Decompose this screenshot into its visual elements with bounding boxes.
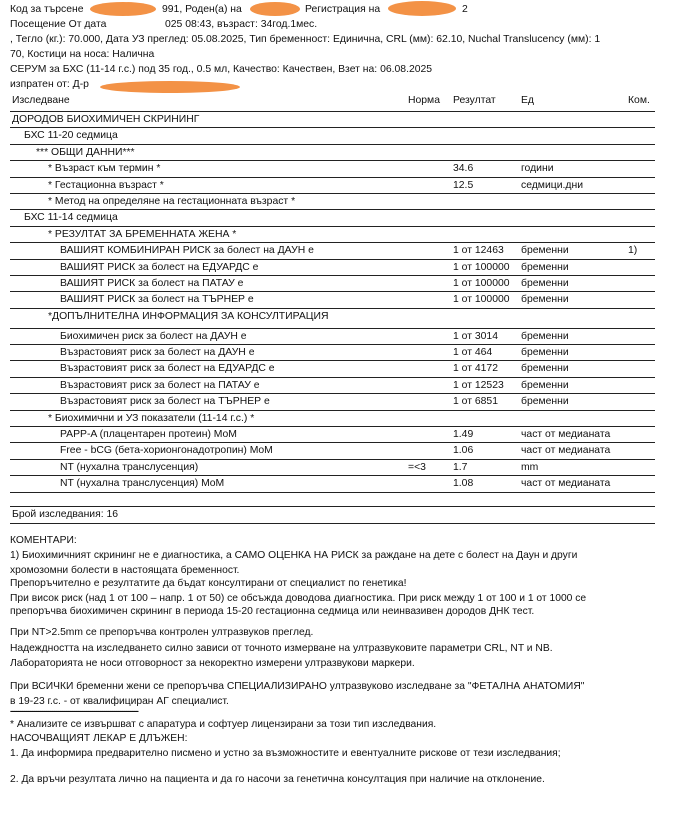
comment-line: * Анализите се извършват с апаратура и софтуер лицензирани за този тип изследвания. [10, 719, 437, 730]
sample-info: СЕРУМ за БХС (11-14 г.с.) под 35 год., 0.5 мл, Качество: Качествен, Взет на: 06.08.2025 [10, 64, 433, 75]
table-row [10, 111, 655, 127]
row-result: 1 от 100000 [453, 261, 510, 273]
table-row [10, 291, 655, 307]
row-result: 1.7 [453, 461, 468, 473]
row-unit: години [521, 163, 554, 175]
row-name: ВАШИЯТ РИСК за болест на ТЪРНЕР е [60, 294, 254, 306]
row-name: * Възраст към термин * [48, 163, 161, 175]
registration: Регистрация на [305, 4, 381, 15]
table-row [10, 209, 655, 225]
birth-date: 991, Роден(а) на [162, 4, 242, 15]
col-result: Резултат [453, 95, 496, 106]
comment-line: При висок риск (над 1 от 100 – напр. 1 от 50) се обсъжда доводова диагностика. При риск между 1 от 100 и 1 от 1000 се [10, 593, 587, 604]
row-name: ВАШИЯТ РИСК за болест на ПАТАУ е [60, 277, 244, 289]
row-name: * Биохимични и УЗ показатели (11-14 г.с.) * [48, 412, 255, 424]
row-result: 1 от 100000 [453, 277, 510, 289]
table-row [10, 177, 655, 193]
row-result: 1 от 100000 [453, 294, 510, 306]
comment-line: хромозомни болести в настоящата бременност. [10, 565, 240, 576]
row-name: PAPP-A (плацентарен протеин) MoM [60, 429, 237, 441]
table-row [10, 275, 655, 291]
comment-line: ---------------------------------------------------------------- [10, 706, 138, 716]
exam-params-cont: 70, Костици на носа: Налична [10, 49, 155, 60]
table-row [10, 328, 655, 344]
comments-title: КОМЕНТАРИ: [10, 535, 77, 546]
row-name: * Гестационна възраст * [48, 179, 164, 191]
row-result: 1.08 [453, 478, 474, 490]
row-result: 1 от 6851 [453, 396, 498, 408]
row-result: 12.5 [453, 179, 474, 191]
row-name: Възрастовият риск за болест на ПАТАУ е [60, 379, 260, 391]
col-comment: Ком. [628, 95, 650, 106]
comment-line: 1) Биохимичният скрининг не е диагностика, а САМО ОЦЕНКА НА РИСК за раждане на дете с болест на Даун и други [10, 550, 578, 561]
table-row [10, 127, 655, 143]
row-comment: 1) [628, 245, 638, 257]
col-norm: Норма [408, 95, 440, 106]
search-code: Код за търсене [10, 4, 84, 15]
row-unit: mm [521, 461, 539, 473]
row-norm: =<3 [408, 461, 426, 473]
row-name: *ДОПЪЛНИТЕЛНА ИНФОРМАЦИЯ ЗА КОНСУЛТИРАЦИЯ [48, 310, 329, 322]
table-row [10, 393, 655, 409]
row-unit: бременни [521, 277, 569, 289]
row-name: БХС 11-14 седмица [24, 212, 118, 224]
row-name: NT (нухална транслусенция) [60, 461, 199, 473]
table-row [10, 226, 655, 242]
results-table [10, 111, 655, 524]
comment-line: в 19-23 г.с. - от квалифициран АГ специалист. [10, 696, 229, 707]
row-result: 1 от 4172 [453, 363, 498, 375]
table-row [10, 377, 655, 393]
visit-age: 025 08:43, възраст: 34год.1мес. [165, 19, 318, 30]
row-name: Free - bCG (бета-хорионгонадотропин) MoM [60, 445, 273, 457]
col-unit: Ед [521, 95, 534, 106]
row-name: ВАШИЯТ РИСК за болест на ЕДУАРДС е [60, 261, 259, 273]
table-row [10, 308, 655, 328]
comment-line: 1. Да информира предварително писмено и устно за възможностите и евентуалните рискове от тези изследвания; [10, 748, 561, 759]
comment-line: 2. Да връчи резултата лично на пациента и да го насочи за генетична консултация при наличие на отклонение. [10, 774, 545, 785]
table-row [10, 144, 655, 160]
table-row [10, 193, 655, 209]
table-row [10, 259, 655, 275]
comment-line: Препоръчително е резултатите да бъдат консултирани от специалист по генетика! [10, 578, 407, 589]
row-name: БХС 11-20 седмица [24, 130, 118, 142]
row-unit: бременни [521, 261, 569, 273]
table-row [10, 160, 655, 176]
row-unit: бременни [521, 245, 569, 257]
referred-by: изпратен от: Д-р [10, 79, 89, 90]
table-row [10, 426, 655, 442]
table-row [10, 360, 655, 376]
redaction [100, 81, 240, 93]
comment-line: препоръчва биохимичен скрининг в периода 15-20 гестационна седмица или неинвазивен дородов ДНК тест. [10, 606, 535, 617]
registration-suffix: 2 [462, 4, 468, 15]
row-result: 1 от 12463 [453, 245, 504, 257]
comment-line: При NT>2.5mm се препоръчва контролен ултразвуков преглед. [10, 627, 314, 638]
row-result: 1 от 3014 [453, 330, 498, 342]
comment-line: При ВСИЧКИ бременни жени се препоръчва СПЕЦИАЛИЗИРАНО ултразвуково изследване за "ФЕТАЛНА АНАТОМИЯ" [10, 681, 585, 692]
row-name: * Метод на определяне на гестационната възраст * [48, 195, 296, 207]
col-name: Изследване [12, 95, 70, 106]
row-name: Възрастовият риск за болест на ТЪРНЕР е [60, 396, 270, 408]
table-row [10, 459, 655, 475]
table-row [10, 242, 655, 258]
redaction [90, 2, 156, 16]
row-result: 1.06 [453, 445, 474, 457]
row-name: *** ОБЩИ ДАННИ*** [36, 146, 135, 158]
table-end [10, 492, 655, 506]
row-name: Възрастовият риск за болест на ЕДУАРДС е [60, 363, 275, 375]
table-row [10, 442, 655, 458]
row-name: Биохимичен риск за болест на ДАУН е [60, 330, 247, 342]
row-name: Възрастовият риск за болест на ДАУН е [60, 347, 255, 359]
row-unit: бременни [521, 363, 569, 375]
row-result: 1 от 12523 [453, 379, 504, 391]
row-unit: бременни [521, 379, 569, 391]
row-unit: бременни [521, 330, 569, 342]
visit-date: Посещение От дата [10, 19, 107, 30]
comment-line: Надеждността на изследването силно зависи от точното измерване на ултразвуковите параметри CRL, NT и NB. [10, 643, 553, 654]
row-unit: бременни [521, 294, 569, 306]
row-result: 34.6 [453, 163, 474, 175]
row-unit: седмици.дни [521, 179, 584, 191]
comment-line: НАСОЧВАЩИЯТ ЛЕКАР Е ДЛЪЖЕН: [10, 733, 188, 744]
row-result: 1.49 [453, 429, 474, 441]
row-unit: бременни [521, 396, 569, 408]
row-name: NT (нухална транслусенция) MoM [60, 478, 225, 490]
row-unit: част от медианата [521, 429, 611, 441]
table-row [10, 410, 655, 426]
comment-line: Лабораторията не носи отговорност за некоректно измерени ултразвукови маркери. [10, 658, 415, 669]
test-count-row [10, 506, 655, 524]
row-unit: част от медианата [521, 445, 611, 457]
row-name: ДОРОДОВ БИОХИМИЧЕН СКРИНИНГ [12, 114, 200, 125]
redaction [250, 2, 300, 16]
row-unit: бременни [521, 347, 569, 359]
exam-params: , Тегло (кг.): 70.000, Дата УЗ преглед: 05.08.2025, Тип бременност: Единична, CRL (мм): 62.10, Nuchal Translucency (мм): 1 [10, 34, 601, 45]
test-count: Брой изследвания: 16 [12, 508, 119, 520]
row-name: * РЕЗУЛТАТ ЗА БРЕМЕННАТА ЖЕНА * [48, 228, 237, 240]
row-unit: част от медианата [521, 478, 611, 490]
row-name: ВАШИЯТ КОМБИНИРАН РИСК за болест на ДАУН е [60, 245, 314, 257]
redaction [388, 1, 456, 16]
row-result: 1 от 464 [453, 347, 493, 359]
table-row [10, 475, 655, 491]
table-row [10, 344, 655, 360]
